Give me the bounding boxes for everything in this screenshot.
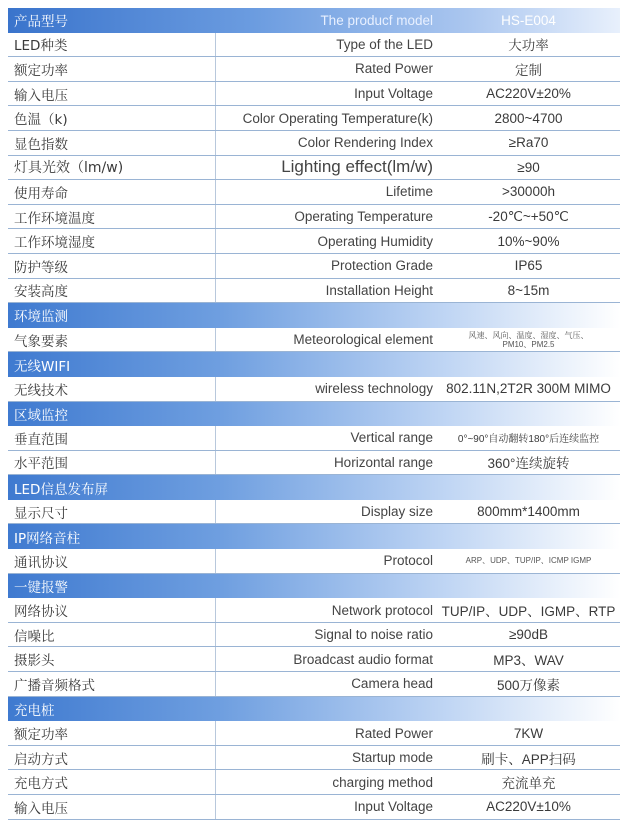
table-row	[8, 229, 620, 254]
table-row	[8, 279, 620, 304]
row-label-en: Display size	[215, 500, 437, 524]
row-label-en: Meteorological element	[215, 328, 437, 352]
row-value: 定制	[515, 62, 542, 78]
row-label-en: Horizontal range	[215, 451, 437, 475]
table-row	[8, 254, 620, 279]
row-label-en: Protection Grade	[215, 254, 437, 278]
row-label-cn: 摄影头	[14, 653, 55, 670]
table-row	[8, 795, 620, 820]
row-label-en: Installation Height	[215, 279, 437, 303]
row-label-en: Operating Humidity	[215, 229, 437, 253]
row-label-cn: 充电方式	[14, 776, 68, 793]
row-label-cn: 色温（k)	[14, 112, 68, 129]
row-label-cn: 显示尺寸	[14, 505, 68, 522]
row-label-en: Input Voltage	[215, 795, 437, 819]
table-row	[8, 106, 620, 131]
row-label-en: Lifetime	[215, 180, 437, 204]
row-label-en: Type of the LED	[215, 33, 437, 57]
row-value: 500万像素	[496, 677, 561, 693]
row-value: 802.11N,2T2R 300M MIMO	[446, 381, 611, 397]
section-header: 一键报警	[8, 574, 620, 599]
header-col-model: HS-E004	[501, 12, 556, 28]
row-label-cn: 输入电压	[14, 800, 68, 817]
row-label-cn: 启动方式	[14, 751, 68, 768]
row-value: 8~15m	[507, 282, 550, 298]
row-value: -20℃~+50℃	[488, 208, 569, 224]
row-value: >30000h	[502, 184, 555, 200]
row-label-cn: LED种类	[14, 38, 68, 55]
table-row	[8, 721, 620, 746]
table-row	[8, 746, 620, 771]
row-label-en: Network protocol	[215, 598, 437, 622]
row-label-cn: 广播音频格式	[14, 677, 95, 694]
table-row	[8, 500, 620, 525]
spec-table	[8, 0, 620, 820]
row-value: AC220V±10%	[486, 799, 571, 815]
section-header: 环境监测	[8, 303, 620, 328]
table-row	[8, 549, 620, 574]
row-label-cn: 灯具光效（lm/w)	[14, 160, 124, 177]
row-value: 充流单充	[501, 776, 556, 792]
table-row	[8, 156, 620, 181]
row-value: 大功率	[508, 38, 549, 54]
row-label-cn: 气象要素	[14, 333, 68, 350]
table-row	[8, 377, 620, 402]
table-body	[8, 33, 620, 820]
row-value: ≥90dB	[509, 627, 548, 643]
row-value: AC220V±20%	[486, 86, 571, 102]
table-row	[8, 205, 620, 230]
table-row	[8, 33, 620, 58]
table-row	[8, 82, 620, 107]
row-label-cn: 防护等级	[14, 259, 68, 276]
row-value: 360°连续旋转	[487, 456, 570, 472]
row-label-cn: 水平范围	[14, 456, 68, 473]
row-label-cn: 使用寿命	[14, 185, 68, 202]
row-label-en: Signal to noise ratio	[215, 623, 437, 647]
row-value: TUP/IP、UDP、IGMP、RTP	[441, 604, 616, 620]
row-value: 0°~90°自动翻转180°后连续监控	[457, 434, 600, 446]
header-col-en: The producf model	[320, 12, 433, 28]
table-row	[8, 623, 620, 648]
row-label-cn: 通讯协议	[14, 554, 68, 571]
section-header: IP网络音柱	[8, 524, 620, 549]
row-label-cn: 无线技术	[14, 382, 68, 399]
row-label-en: Rated Power	[215, 57, 437, 81]
row-label-en: Vertical range	[215, 426, 437, 450]
row-label-cn: 显色指数	[14, 136, 68, 153]
row-label-en: charging method	[215, 770, 437, 794]
row-label-en: Rated Power	[215, 721, 437, 745]
row-value: 7KW	[513, 725, 544, 741]
table-header	[8, 8, 620, 33]
row-value: ARP、UDP、TUP/IP、ICMP IGMP	[465, 556, 592, 566]
row-value: IP65	[514, 258, 543, 274]
row-value: 800mm*1400mm	[477, 504, 580, 520]
section-header: LED信息发布屏	[8, 475, 620, 500]
row-label-en: Camera head	[215, 672, 437, 696]
row-label-cn: 信噪比	[14, 628, 55, 645]
header-col-cn: 产品型号	[14, 14, 68, 31]
row-value: ≥90	[517, 159, 540, 175]
table-row	[8, 451, 620, 476]
table-row	[8, 180, 620, 205]
table-row	[8, 328, 620, 353]
row-label-cn: 安装高度	[14, 284, 68, 301]
row-value: 风速、风向、温度、湿度、气压、PM10、PM2.5	[468, 330, 589, 349]
table-row	[8, 131, 620, 156]
row-label-en: wireless technology	[215, 377, 437, 401]
row-label-cn: 额定功率	[14, 727, 68, 744]
row-label-en: Color Rendering Index	[215, 131, 437, 155]
table-row	[8, 672, 620, 697]
section-header: 区域监控	[8, 402, 620, 427]
row-label-en: Broadcast audio format	[215, 647, 437, 671]
section-header: 充电桩	[8, 697, 620, 722]
table-row	[8, 647, 620, 672]
row-value: MP3、WAV	[493, 653, 564, 669]
row-label-en: Startup mode	[215, 746, 437, 770]
row-value: 10%~90%	[497, 233, 560, 249]
row-label-en: Input Voltage	[215, 82, 437, 106]
table-row	[8, 57, 620, 82]
row-value: 2800~4700	[494, 110, 563, 126]
row-value: ≥Ra70	[508, 135, 549, 151]
row-value: 刷卡、APP扫码	[481, 751, 576, 767]
table-row	[8, 598, 620, 623]
row-label-en: Operating Temperature	[215, 205, 437, 229]
section-header: 无线WIFI	[8, 352, 620, 377]
row-label-cn: 输入电压	[14, 87, 68, 104]
row-label-en: Color Operating Temperature(k)	[215, 106, 437, 130]
row-label-cn: 工作环境湿度	[14, 235, 95, 252]
row-label-cn: 垂直范围	[14, 431, 68, 448]
row-label-cn: 工作环境温度	[14, 210, 95, 227]
table-row	[8, 426, 620, 451]
row-label-en: Lighting effect(lm/w)	[215, 156, 437, 180]
row-label-cn: 额定功率	[14, 62, 68, 79]
row-label-cn: 网络协议	[14, 604, 68, 621]
row-label-en: Protocol	[215, 549, 437, 573]
table-row	[8, 770, 620, 795]
